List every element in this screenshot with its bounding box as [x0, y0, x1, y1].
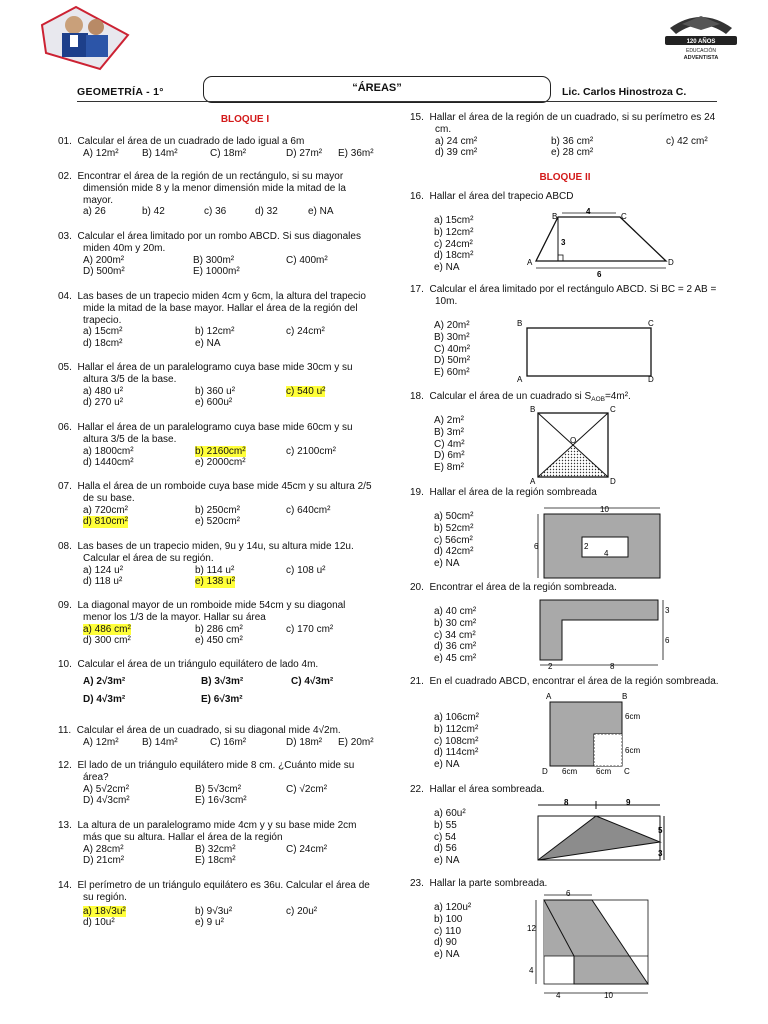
option-a: a) 124 u² — [83, 564, 124, 576]
option-e: E) 8m² — [434, 462, 464, 474]
option-c: C) 18m² — [210, 147, 247, 159]
option-c: c) 36 — [204, 206, 227, 218]
question-text: Encontrar el área de la región sombreada. — [429, 582, 617, 593]
question-text: Calcular el área de un triángulo equilátero de lado 4m. — [77, 659, 319, 670]
option-d: d) 32 — [255, 206, 278, 218]
dim-8: 8 — [610, 662, 615, 670]
question-07 — [58, 481, 376, 528]
option-c: c) 42 cm² — [666, 135, 708, 147]
question-04 — [58, 291, 376, 350]
question-21-options — [411, 712, 479, 771]
l-shape — [540, 600, 658, 660]
vertex-d: D — [542, 767, 548, 776]
option-d: D) 6m² — [434, 450, 465, 462]
option-e: E) 1000m² — [193, 266, 240, 278]
option-a: a) 15cm² — [83, 326, 123, 338]
option-a: a) 60u² — [434, 808, 466, 819]
question-number: 01. — [58, 136, 72, 147]
question-05 — [58, 362, 376, 409]
square-region-figure — [540, 692, 655, 778]
question-text: Calcular el área de un cuadrado de lado igual a 6m — [77, 136, 305, 147]
question-text: Hallar el área de la región de un cuadrado, si su perímetro es 24 cm. — [429, 112, 716, 135]
option-b: B) 300m² — [193, 254, 235, 266]
page-title: “ÁREAS” — [203, 76, 551, 103]
question-09 — [58, 600, 376, 647]
question-text: El lado de un triángulo equilátero mide 8 cm. ¿Cuánto mide su área? — [77, 760, 355, 783]
question-18 — [410, 391, 728, 403]
rectangle-triangle-figure — [530, 798, 670, 864]
option-a: a) 120u² — [434, 902, 472, 913]
vertex-a: A — [517, 375, 523, 384]
option-b: b) 250cm² — [195, 504, 241, 516]
option-b: B) 3√3m² — [201, 675, 244, 687]
option-b: b) 36 cm² — [551, 135, 594, 147]
l-shape-figure — [532, 594, 672, 670]
option-a: A) 12m² — [83, 147, 119, 159]
option-a-answer: a) 18√3u² — [83, 905, 126, 917]
option-e: e) NA — [195, 338, 221, 350]
question-text: Calcular el área de un cuadrado si S — [429, 391, 592, 402]
dim-4-bottom: 4 — [556, 991, 561, 1000]
shaded-triangle — [538, 445, 608, 477]
question-08 — [58, 541, 376, 588]
question-number: 20. — [410, 582, 424, 593]
option-b: b) 360 u² — [195, 385, 236, 397]
option-b: b) 114 u² — [195, 564, 235, 576]
option-c: C) 40m² — [434, 343, 471, 355]
logo-years-text: 120 AÑOS — [686, 39, 716, 45]
option-b: B) 14m² — [142, 736, 178, 748]
shaded-frame-figure — [534, 503, 666, 581]
option-c: C) 24cm² — [286, 843, 328, 855]
question-number: 11. — [58, 725, 72, 736]
right-bottom-label: 6cm — [625, 746, 641, 755]
course-label: GEOMETRÍA - 1° — [77, 86, 164, 98]
trapezoid-shaded-figure — [522, 890, 652, 1002]
option-c-answer: c) 540 u² — [286, 385, 326, 397]
question-19-options — [411, 511, 473, 570]
option-d: D) 21cm² — [83, 855, 125, 867]
option-a: a) 1800cm² — [83, 445, 134, 457]
option-e: E) 18cm² — [195, 855, 236, 867]
option-a: a) 40 cm² — [434, 606, 477, 617]
option-e: e) 28 cm² — [551, 147, 594, 159]
bloque-2-heading: BLOQUE II — [539, 172, 591, 183]
option-e: e) NA — [434, 558, 460, 570]
option-a: A) 5√2cm² — [83, 783, 130, 795]
question-22 — [410, 784, 728, 796]
option-c: c) 108cm² — [434, 735, 479, 747]
option-d: D) 500m² — [83, 266, 125, 278]
adventist-education-logo — [660, 10, 742, 65]
option-d: d) 36 cm² — [434, 641, 477, 653]
dim-3: 3 — [658, 849, 663, 858]
question-text: Calcular el área de un cuadrado, si su diagonal mide 4√2m. — [76, 725, 341, 736]
question-text: Hallar el área de un paralelogramo cuya base mide 30cm y su altura 3/5 de la base. — [77, 362, 353, 385]
question-20 — [410, 582, 728, 594]
bottom-left-label: 6cm — [562, 767, 578, 776]
vertex-c: C — [610, 405, 616, 414]
question-10 — [58, 659, 376, 705]
option-b: B) 3m² — [434, 426, 464, 438]
question-text: Hallar la parte sombreada. — [429, 878, 548, 889]
option-c: c) 56cm² — [434, 534, 473, 546]
question-20-options — [411, 606, 476, 665]
question-text: Hallar el área de la región sombreada — [429, 487, 597, 498]
option-e: e) 45 cm² — [434, 653, 477, 665]
option-d: d) 1440cm² — [83, 457, 134, 469]
question-number: 07. — [58, 481, 72, 492]
question-number: 03. — [58, 231, 72, 242]
option-b: b) 42 — [142, 206, 165, 218]
option-d: d) 114cm² — [434, 747, 479, 759]
option-a: a) 50cm² — [434, 511, 474, 522]
dim-6: 6 — [566, 890, 571, 898]
question-06 — [58, 422, 376, 469]
option-a: A) 12m² — [83, 736, 119, 748]
rectangle-figure — [514, 316, 664, 384]
question-number: 04. — [58, 291, 72, 302]
option-c: C) 4m² — [434, 438, 465, 450]
option-e: E) 16√3cm² — [195, 795, 247, 807]
option-a: A) 200m² — [83, 254, 125, 266]
option-b: B) 14m² — [142, 147, 178, 159]
option-c: C) 400m² — [286, 254, 328, 266]
dashed-square — [594, 734, 622, 766]
question-text: Las bases de un trapecio miden 4cm y 6cm, la altura del trapecio mide la mitad de la base mayor. Hallar el área de la región del trapecio. — [77, 291, 366, 326]
question-14 — [58, 880, 376, 929]
option-b: b) 100 — [434, 913, 463, 925]
option-c: C) 16m² — [210, 736, 247, 748]
vertex-d: D — [668, 258, 674, 267]
option-d: D) 18m² — [286, 736, 323, 748]
question-17-options — [411, 320, 470, 379]
question-number: 15. — [410, 112, 424, 123]
question-text: La altura de un paralelogramo mide 4cm y y su base mide 2cm más que su altura. Hallar el área de la región — [77, 820, 357, 843]
option-a: a) 720cm² — [83, 504, 129, 516]
option-d: D) 4√3cm² — [83, 795, 130, 807]
question-02 — [58, 171, 376, 218]
option-d: d) 56 — [434, 843, 457, 855]
option-d: d) 10u² — [83, 917, 115, 929]
question-01 — [58, 136, 376, 160]
dim-8: 8 — [564, 798, 569, 807]
option-c: c) 110 — [434, 925, 462, 937]
option-c: C) √2cm² — [286, 783, 328, 795]
dim-5: 5 — [658, 826, 663, 835]
question-number: 09. — [58, 600, 72, 611]
option-c: c) 108 u² — [286, 564, 326, 576]
option-d-answer: d) 810cm² — [83, 516, 129, 528]
question-number: 13. — [58, 820, 72, 831]
option-e: E) 60m² — [434, 367, 470, 379]
option-c: C) 4√3m² — [291, 675, 334, 687]
vertex-c: C — [621, 212, 627, 221]
question-number: 22. — [410, 784, 424, 795]
logo-adventista-text: ADVENTISTA — [683, 55, 719, 61]
trapezoid-figure — [520, 207, 680, 279]
option-b: b) 30 cm² — [434, 617, 477, 629]
option-b: b) 286 cm² — [195, 623, 243, 635]
right-angle-mark — [558, 255, 563, 261]
option-b-answer: b) 2160cm² — [195, 445, 246, 457]
option-a: A) 28cm² — [83, 843, 124, 855]
option-a: a) 480 u² — [83, 385, 124, 397]
option-a: a) 106cm² — [434, 712, 480, 723]
question-number: 16. — [410, 191, 424, 202]
question-number: 12. — [58, 760, 72, 771]
school-photo-logo — [40, 5, 130, 71]
question-text: La diagonal mayor de un romboide mide 54cm y su diagonal menor los 1/3 de la mayor. Hallar su área — [77, 600, 346, 623]
vertex-a: A — [527, 258, 533, 267]
question-number: 02. — [58, 171, 72, 182]
option-b: B) 30m² — [434, 331, 470, 343]
option-c: c) 24cm² — [434, 238, 473, 250]
dim-4-left: 4 — [529, 966, 534, 975]
vertex-b: B — [622, 692, 628, 701]
question-number: 23. — [410, 878, 424, 889]
bottom-base-label: 6 — [597, 270, 602, 279]
option-d: D) 4√3m² — [83, 693, 126, 705]
bloque-1-heading: BLOQUE I — [220, 114, 270, 125]
inner-width-label: 4 — [604, 549, 609, 558]
question-21 — [410, 676, 728, 688]
question-text: El perímetro de un triángulo equilátero es 36u. Calcular el área de su región. — [77, 880, 370, 903]
center-o: O — [570, 436, 577, 445]
author-label: Lic. Carlos Hinostroza C. — [562, 86, 687, 98]
question-12 — [58, 760, 376, 807]
option-a: a) 24 cm² — [435, 135, 478, 147]
question-16-options — [411, 215, 473, 274]
option-b: b) 55 — [434, 819, 457, 831]
option-d: d) 18cm² — [83, 338, 123, 350]
option-a: a) 26 — [83, 206, 106, 218]
option-e: e) 450 cm² — [195, 635, 243, 647]
option-d: D) 50m² — [434, 355, 471, 367]
option-d: d) 300 cm² — [83, 635, 131, 647]
right-top-label: 6cm — [625, 712, 641, 721]
dim-6: 6 — [665, 636, 670, 645]
question-subscript: AOB — [591, 396, 605, 403]
question-16 — [410, 191, 728, 203]
vertex-b: B — [517, 319, 523, 328]
question-22-options — [411, 808, 466, 867]
option-b: B) 32cm² — [195, 843, 236, 855]
dim-10: 10 — [604, 991, 613, 1000]
option-e: e) NA — [434, 855, 460, 867]
option-e: E) 36m² — [338, 147, 374, 159]
option-d: d) 42cm² — [434, 546, 474, 558]
option-b: b) 12cm² — [434, 226, 474, 238]
question-text: Encontrar el área de la región de un rectángulo, si su mayor dimensión mide 8 y la menor dimensión mide la mitad de la mayor. — [77, 171, 346, 206]
question-number: 08. — [58, 541, 72, 552]
question-text: Halla el área de un romboide cuya base mide 45cm y su altura 2/5 de su base. — [77, 481, 372, 504]
option-b: b) 52cm² — [434, 522, 474, 534]
shaded-triangle — [538, 816, 660, 860]
question-number: 06. — [58, 422, 72, 433]
vertex-d: D — [610, 477, 616, 485]
option-d: d) 118 u² — [83, 576, 123, 588]
vertex-d: D — [648, 375, 654, 384]
option-e: e) NA — [308, 206, 334, 218]
dim-2: 2 — [548, 662, 553, 670]
vertex-b: B — [552, 212, 558, 221]
option-e: e) NA — [434, 949, 460, 961]
dim-12: 12 — [527, 924, 536, 933]
question-text: Hallar el área sombreada. — [429, 784, 545, 795]
bottom-right-label: 6cm — [596, 767, 612, 776]
vertex-c: C — [624, 767, 630, 776]
option-d: d) 18cm² — [434, 250, 474, 262]
question-text: Hallar el área de un paralelogramo cuya base mide 60cm y su altura 3/5 de la base. — [77, 422, 353, 445]
question-number: 19. — [410, 487, 424, 498]
header-divider — [77, 101, 717, 102]
option-e: e) 9 u² — [195, 917, 224, 929]
option-e: E) 20m² — [338, 736, 374, 748]
option-a: a) 15cm² — [434, 215, 474, 226]
option-d: d) 39 cm² — [435, 147, 478, 159]
width-label: 10 — [600, 505, 609, 514]
option-c: c) 20u² — [286, 905, 318, 917]
height-label: 6 — [534, 542, 539, 551]
vertex-a: A — [530, 477, 536, 485]
vertex-b: B — [530, 405, 536, 414]
question-18-options — [411, 415, 465, 474]
option-d: d) 270 u² — [83, 397, 124, 409]
option-d: D) 27m² — [286, 147, 323, 159]
question-number: 14. — [58, 880, 72, 891]
question-number: 18. — [410, 391, 424, 402]
question-text: Calcular el área limitado por un rombo ABCD. Si sus diagonales miden 40m y 20m. — [77, 231, 361, 254]
question-text: Hallar el área del trapecio ABCD — [429, 191, 574, 202]
option-c: c) 54 — [434, 831, 457, 843]
question-text-tail: =4m². — [604, 391, 631, 402]
rectangle-shape — [527, 328, 651, 376]
option-b: B) 5√3cm² — [195, 783, 242, 795]
question-number: 21. — [410, 676, 424, 687]
option-a: A) 2√3m² — [83, 675, 126, 687]
square-diagonals-figure — [510, 405, 640, 485]
height-label: 3 — [561, 238, 566, 247]
vertex-c: C — [648, 319, 654, 328]
option-a-answer: a) 486 cm² — [83, 623, 131, 635]
question-23-options — [411, 902, 471, 961]
question-text: Calcular el área limitado por el rectángulo ABCD. Si BC = 2 AB = 10m. — [429, 284, 717, 307]
option-a: A) 2m² — [434, 415, 464, 426]
inner-height-label: 2 — [584, 542, 589, 551]
option-b: b) 112cm² — [434, 723, 479, 735]
dim-3: 3 — [665, 606, 670, 615]
question-15 — [410, 112, 728, 159]
option-c: c) 34 cm² — [434, 629, 476, 641]
question-11 — [58, 725, 376, 749]
option-a: A) 20m² — [434, 320, 470, 331]
option-e: e) NA — [434, 759, 460, 771]
question-19 — [410, 487, 728, 499]
question-number: 10. — [58, 659, 72, 670]
vertex-a: A — [546, 692, 552, 701]
option-e: E) 6√3m² — [201, 693, 243, 705]
option-c: c) 2100cm² — [286, 445, 337, 457]
dim-9: 9 — [626, 798, 631, 807]
option-e: e) NA — [434, 262, 460, 274]
question-13 — [58, 820, 376, 867]
shaded-region — [544, 900, 648, 984]
option-e: e) 600u² — [195, 397, 233, 409]
question-text: En el cuadrado ABCD, encontrar el área de la región sombreada. — [429, 676, 719, 687]
question-17 — [410, 284, 728, 308]
option-c: c) 640cm² — [286, 504, 331, 516]
question-number: 17. — [410, 284, 424, 295]
option-e: e) 2000cm² — [195, 457, 246, 469]
logo-education-text: EDUCACIÓN — [685, 48, 717, 54]
option-d: d) 90 — [434, 937, 457, 949]
option-b: b) 9√3u² — [195, 905, 233, 917]
option-e: e) 520cm² — [195, 516, 241, 528]
question-number: 05. — [58, 362, 72, 373]
question-03 — [58, 231, 376, 278]
option-c: c) 24cm² — [286, 326, 325, 338]
option-e-answer: e) 138 u² — [195, 576, 236, 588]
question-23 — [410, 878, 728, 890]
question-text: Las bases de un trapecio miden, 9u y 14u, su altura mide 12u. Calcular el área de su región. — [77, 541, 354, 564]
top-base-label: 4 — [586, 207, 591, 216]
trapezoid-shape — [536, 217, 666, 261]
option-c: c) 170 cm² — [286, 623, 334, 635]
option-b: b) 12cm² — [195, 326, 235, 338]
